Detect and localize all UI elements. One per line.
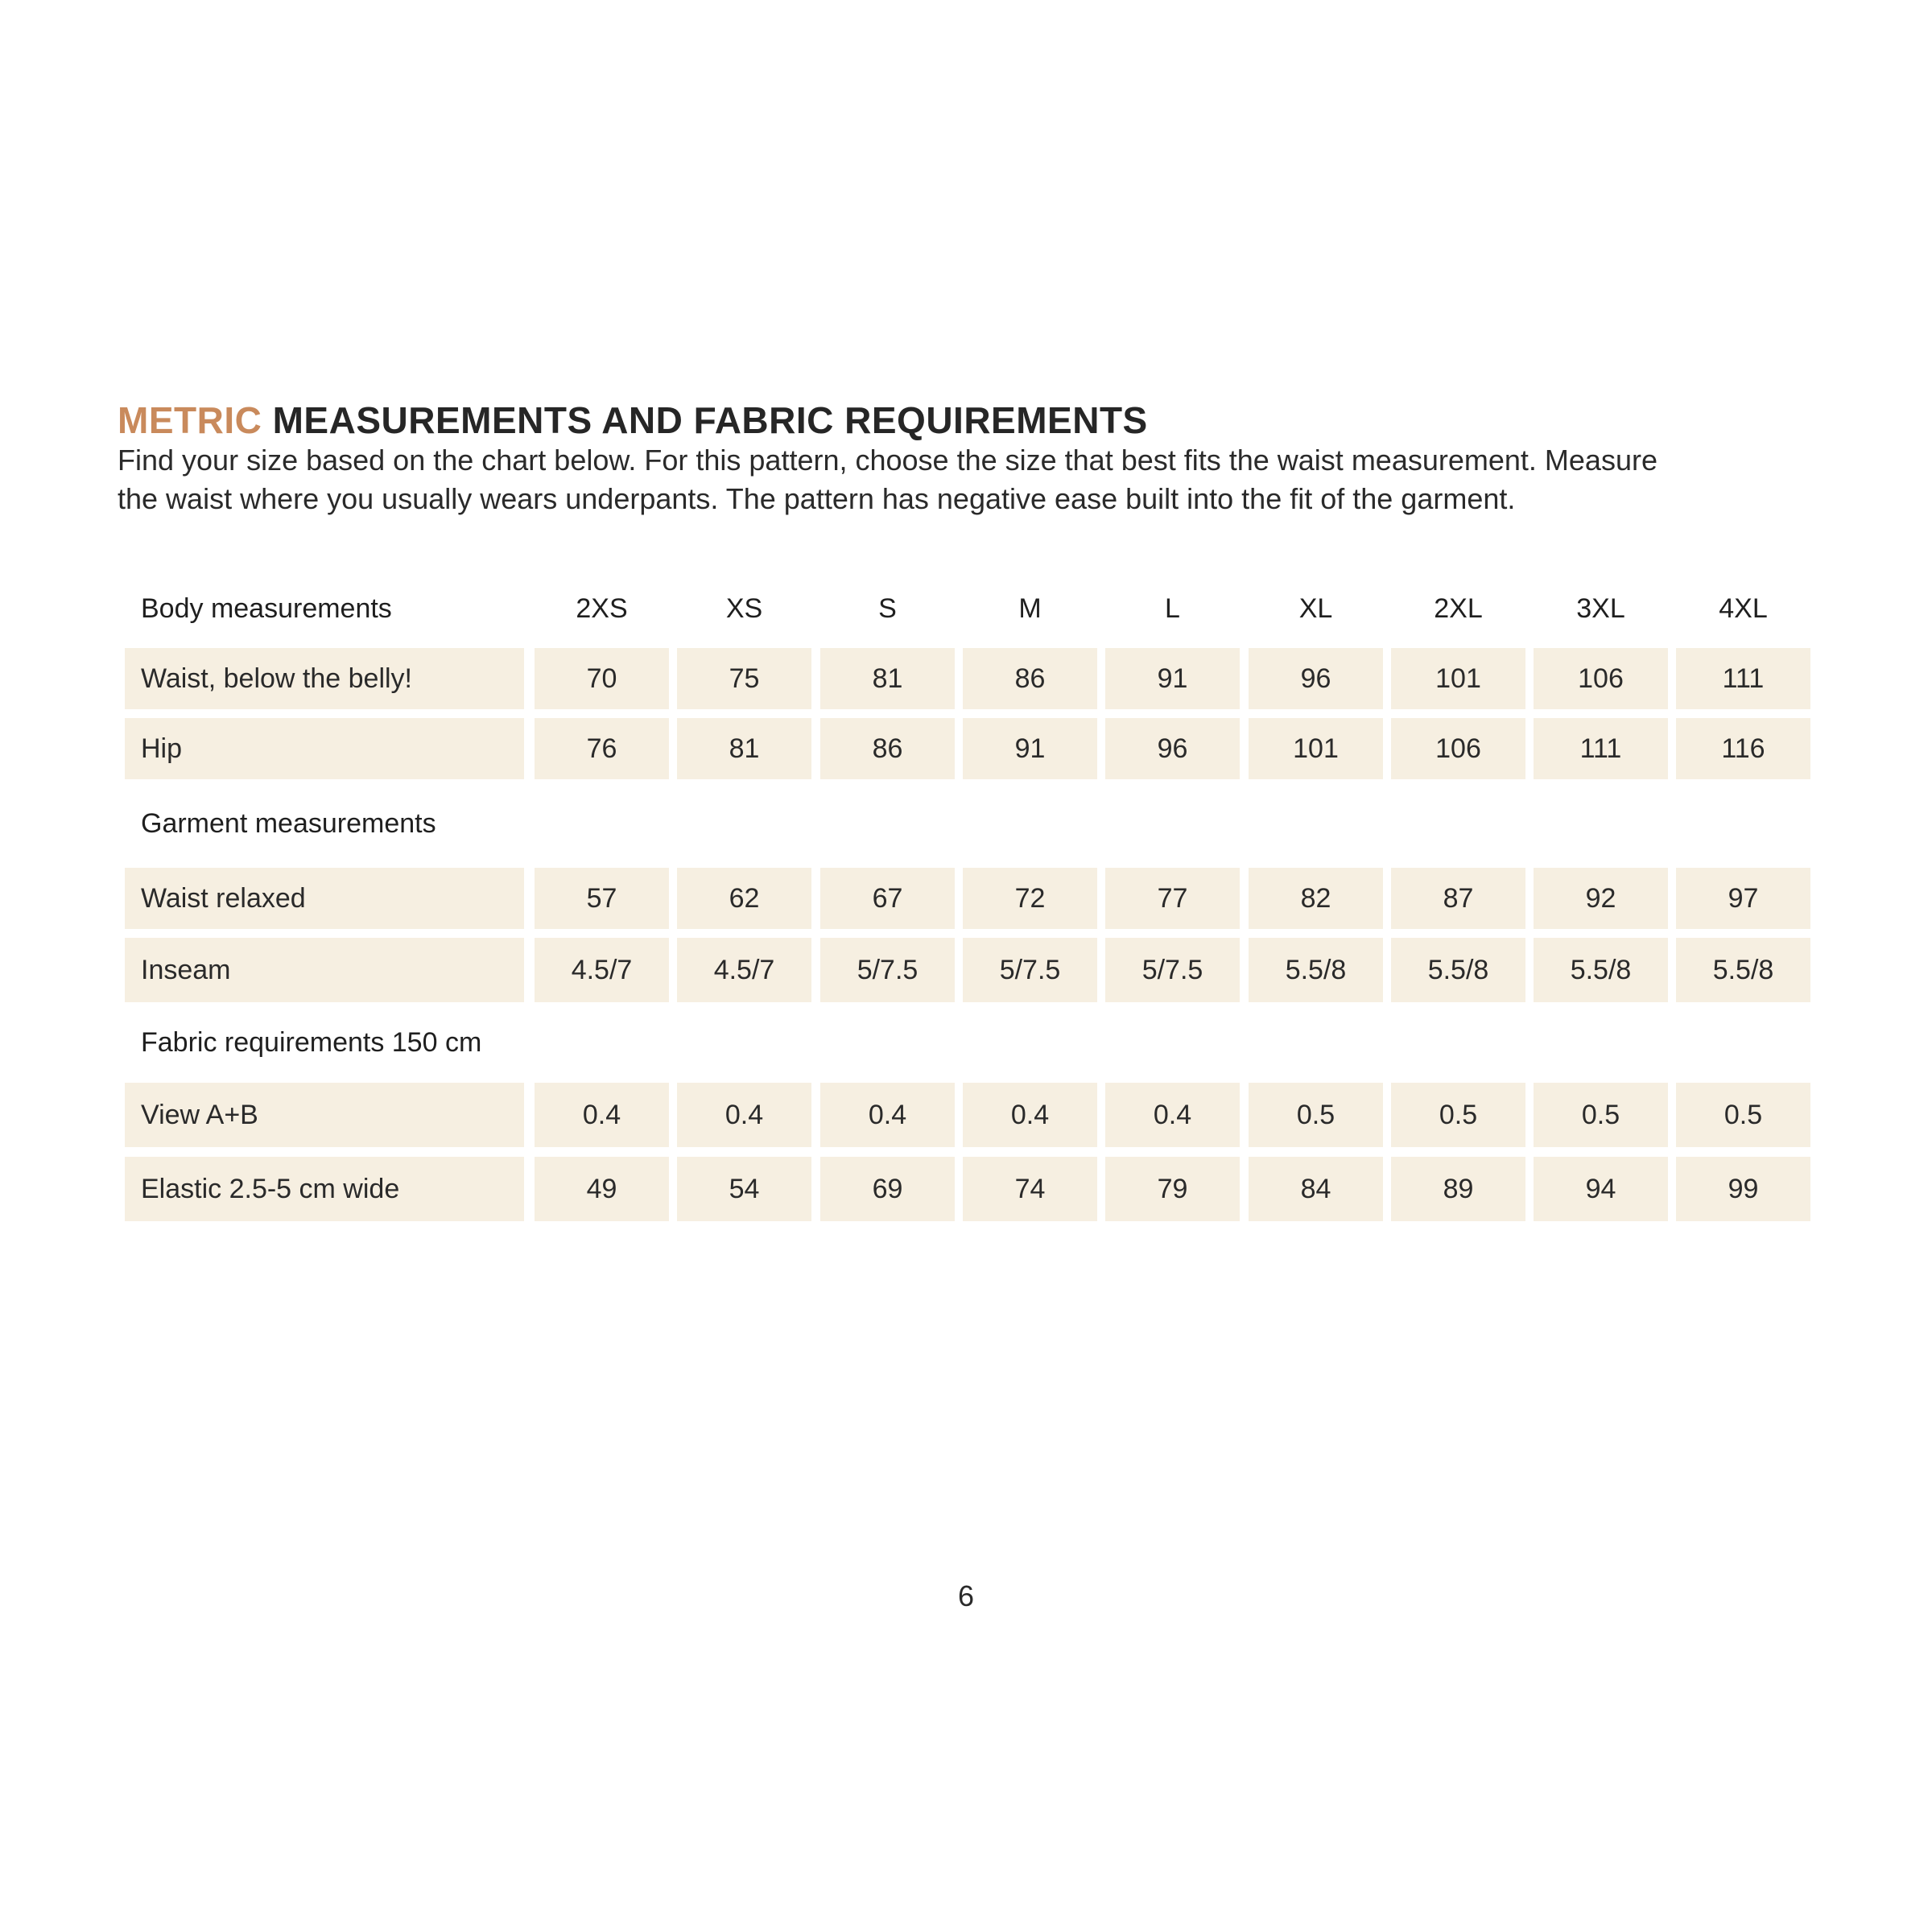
table-cell: 4.5/7 bbox=[535, 938, 669, 1002]
table-cell: 0.4 bbox=[535, 1083, 669, 1147]
title-rest: MEASUREMENTS AND FABRIC REQUIREMENTS bbox=[272, 399, 1148, 441]
table-cell: 57 bbox=[535, 868, 669, 929]
table-cell: 54 bbox=[677, 1157, 811, 1221]
table-cell: 72 bbox=[963, 868, 1097, 929]
size-header: XS bbox=[725, 592, 763, 624]
table-cell: 84 bbox=[1249, 1157, 1383, 1221]
table-cell: 5.5/8 bbox=[1676, 938, 1810, 1002]
table-cell: 74 bbox=[963, 1157, 1097, 1221]
table-cell: 5.5/8 bbox=[1391, 938, 1525, 1002]
table-cell: 99 bbox=[1676, 1157, 1810, 1221]
table-cell: 89 bbox=[1391, 1157, 1525, 1221]
intro-line: Find your size based on the chart below. For this pattern, choose the size that best fits the waist measurement. Measure bbox=[118, 444, 1657, 477]
section-heading: Garment measurements bbox=[141, 807, 436, 839]
table-cell: 96 bbox=[1105, 718, 1240, 779]
section-heading: Fabric requirements 150 cm bbox=[141, 1026, 482, 1058]
table-cell: 69 bbox=[820, 1157, 955, 1221]
table-cell: 91 bbox=[1105, 648, 1240, 709]
table-cell: 91 bbox=[963, 718, 1097, 779]
table-cell: 106 bbox=[1391, 718, 1525, 779]
size-header: M bbox=[1018, 592, 1042, 624]
title-accent: METRIC bbox=[118, 399, 262, 441]
size-header: 4XL bbox=[1719, 592, 1768, 624]
table-cell: 0.5 bbox=[1249, 1083, 1383, 1147]
row-label: Hip bbox=[125, 718, 524, 779]
table-cell: 111 bbox=[1676, 648, 1810, 709]
table-cell: 5/7.5 bbox=[1105, 938, 1240, 1002]
table-cell: 101 bbox=[1391, 648, 1525, 709]
table-cell: 96 bbox=[1249, 648, 1383, 709]
row-label: View A+B bbox=[125, 1083, 524, 1147]
table-cell: 0.4 bbox=[1105, 1083, 1240, 1147]
table-cell: 62 bbox=[677, 868, 811, 929]
table-cell: 0.4 bbox=[677, 1083, 811, 1147]
table-cell: 70 bbox=[535, 648, 669, 709]
size-header: L bbox=[1165, 592, 1180, 624]
table-cell: 86 bbox=[963, 648, 1097, 709]
table-cell: 75 bbox=[677, 648, 811, 709]
intro-line: the waist where you usually wears underpants. The pattern has negative ease built into the fit of the garment. bbox=[118, 482, 1516, 515]
row-label: Elastic 2.5-5 cm wide bbox=[125, 1157, 524, 1221]
table-cell: 0.4 bbox=[820, 1083, 955, 1147]
table-cell: 4.5/7 bbox=[677, 938, 811, 1002]
size-header: S bbox=[878, 592, 897, 624]
table-cell: 101 bbox=[1249, 718, 1383, 779]
table-cell: 81 bbox=[820, 648, 955, 709]
table-cell: 0.5 bbox=[1391, 1083, 1525, 1147]
size-header: 3XL bbox=[1576, 592, 1625, 624]
table-cell: 67 bbox=[820, 868, 955, 929]
row-label: Inseam bbox=[125, 938, 524, 1002]
table-cell: 92 bbox=[1534, 868, 1668, 929]
section-heading: Body measurements bbox=[141, 592, 392, 624]
table-cell: 76 bbox=[535, 718, 669, 779]
table-cell: 5.5/8 bbox=[1249, 938, 1383, 1002]
table-cell: 97 bbox=[1676, 868, 1810, 929]
table-cell: 5.5/8 bbox=[1534, 938, 1668, 1002]
table-cell: 111 bbox=[1534, 718, 1668, 779]
table-cell: 82 bbox=[1249, 868, 1383, 929]
table-cell: 94 bbox=[1534, 1157, 1668, 1221]
size-header: XL bbox=[1298, 592, 1333, 624]
table-cell: 0.4 bbox=[963, 1083, 1097, 1147]
size-header: 2XS bbox=[576, 592, 628, 624]
size-header: 2XL bbox=[1434, 592, 1483, 624]
table-cell: 77 bbox=[1105, 868, 1240, 929]
table-cell: 5/7.5 bbox=[820, 938, 955, 1002]
table-cell: 0.5 bbox=[1676, 1083, 1810, 1147]
table-cell: 116 bbox=[1676, 718, 1810, 779]
table-cell: 81 bbox=[677, 718, 811, 779]
table-cell: 0.5 bbox=[1534, 1083, 1668, 1147]
table-cell: 106 bbox=[1534, 648, 1668, 709]
table-cell: 49 bbox=[535, 1157, 669, 1221]
table-cell: 87 bbox=[1391, 868, 1525, 929]
table-cell: 86 bbox=[820, 718, 955, 779]
page-number: 6 bbox=[957, 1579, 975, 1612]
row-label: Waist, below the belly! bbox=[125, 648, 524, 709]
table-cell: 79 bbox=[1105, 1157, 1240, 1221]
table-cell: 5/7.5 bbox=[963, 938, 1097, 1002]
row-label: Waist relaxed bbox=[125, 868, 524, 929]
